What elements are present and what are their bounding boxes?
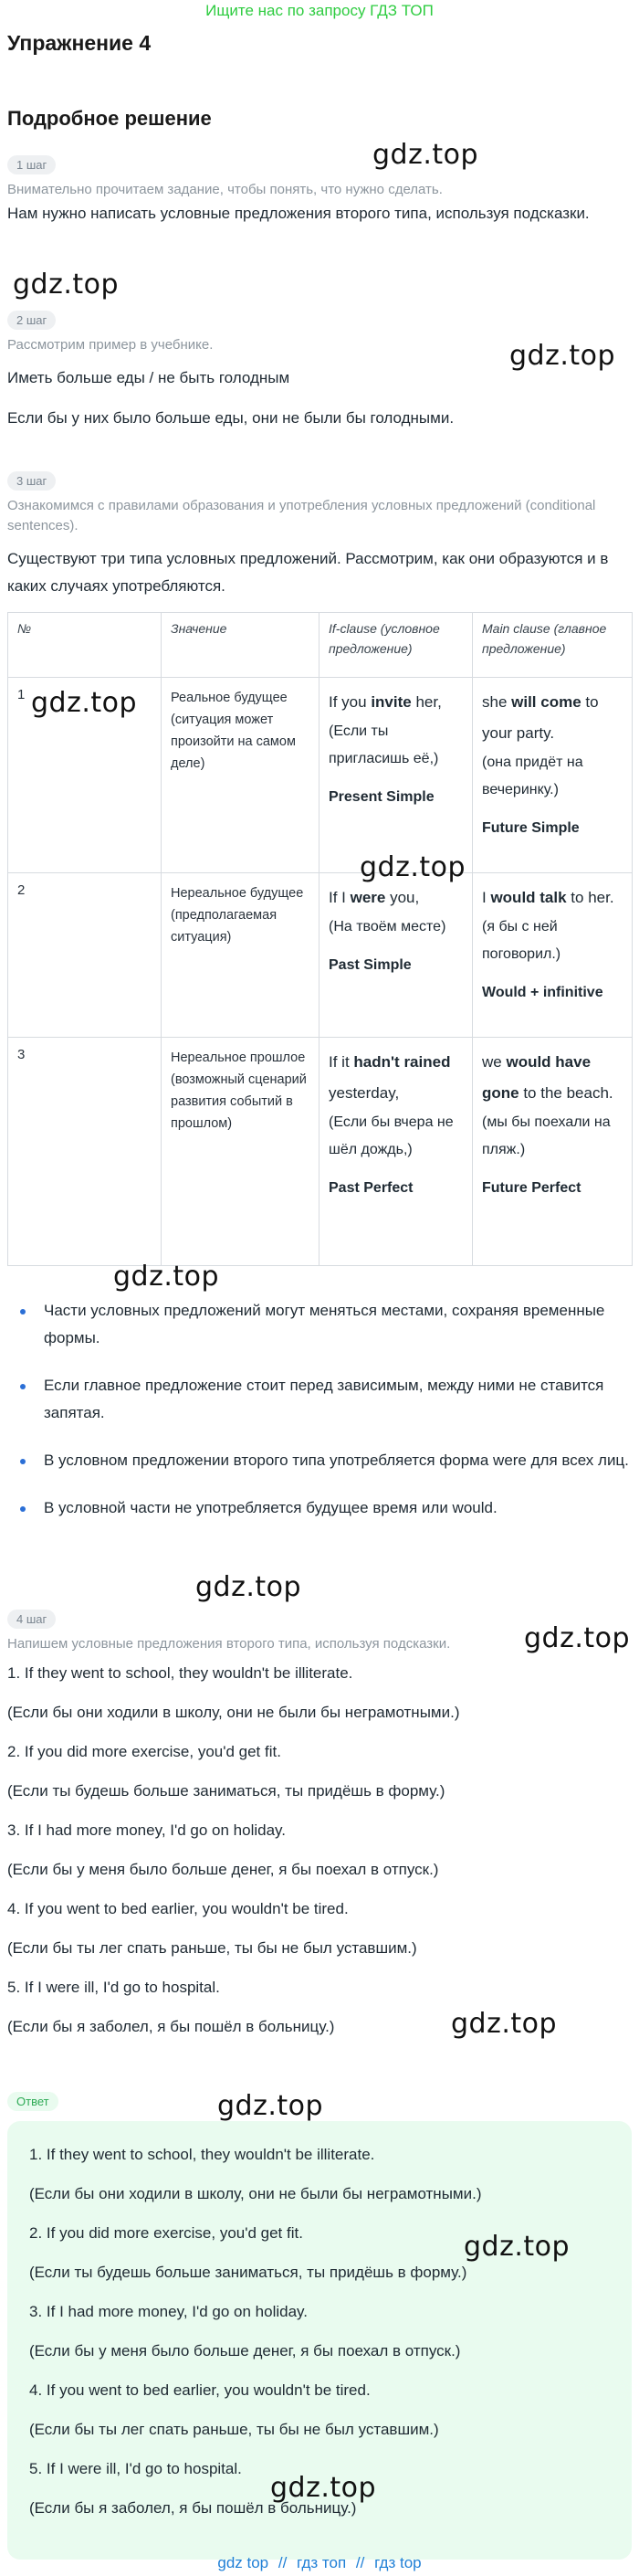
if-clause-cell: If I were you, (На твоём месте) Past Simple [320, 873, 473, 1038]
step-text: Существуют три типа условных предложений. Рассмотрим, как они образуются и в каких случаях употребляются. [7, 550, 609, 595]
watermark: gdz.top [509, 340, 616, 372]
step-badge: 3 шаг [7, 471, 56, 491]
answer-line: (Если ты будешь больше заниматься, ты придёшь в форму.) [29, 2264, 467, 2281]
step-text: Нам нужно написать условные предложения второго типа, используя подсказки. [7, 205, 590, 222]
list-item: Если главное предложение стоит перед зависимым, между ними не ставится запятая. [7, 1372, 632, 1427]
row-number: 1 [8, 678, 162, 873]
rules-notes-list [7, 1297, 632, 1542]
tense-form: Would + infinitive [482, 985, 603, 1000]
solution-line: 2. If you did more exercise, you'd get fit. [7, 1743, 281, 1760]
answer-line: 2. If you did more exercise, you'd get fit. [29, 2224, 303, 2242]
watermark: gdz.top [195, 1571, 302, 1603]
step-badge: 2 шаг [7, 311, 56, 330]
solution-line: (Если бы я заболел, я бы пошёл в больницу.) [7, 2018, 335, 2035]
watermark: gdz.top [464, 2231, 571, 2263]
table-header-row [8, 613, 633, 678]
footer-link[interactable]: гдз топ [297, 2554, 347, 2571]
step-4 [7, 1610, 632, 2053]
table-header: Значение [162, 613, 320, 678]
solution-line: (Если бы у меня было больше денег, я бы поехал в отпуск.) [7, 1861, 439, 1878]
watermark: gdz.top [270, 2472, 377, 2504]
answer-badge: Ответ [7, 2092, 58, 2111]
watermark: gdz.top [524, 1622, 631, 1654]
footer-separator: // [355, 2554, 365, 2571]
tense-form: Future Simple [482, 820, 580, 836]
translation: (она придёт на вечеринку.) [482, 755, 583, 797]
answer-line: 1. If they went to school, they wouldn't be illiterate. [29, 2146, 375, 2163]
solution-line: (Если ты будешь больше заниматься, ты придёшь в форму.) [7, 1782, 445, 1800]
watermark: gdz.top [113, 1261, 220, 1293]
solution-line: 1. If they went to school, they wouldn't be illiterate. [7, 1664, 353, 1682]
table-row [8, 873, 633, 1038]
footer-links [0, 2554, 639, 2572]
answer-line: (Если бы я заболел, я бы пошёл в больницу.) [29, 2499, 357, 2517]
solution-line: (Если бы они ходили в школу, они не были бы неграмотными.) [7, 1704, 460, 1721]
step-description: Рассмотрим пример в учебнике. [7, 337, 214, 353]
step-description: Напишем условные предложения второго типа, используя подсказки. [7, 1636, 451, 1652]
solution-line: (Если бы ты лег спать раньше, ты бы не был уставшим.) [7, 1939, 417, 1957]
main-clause-cell: I would talk to her. (я бы с ней поговорил.) Would + infinitive [473, 873, 633, 1038]
example-sentence: Если бы у них было больше еды, они не были бы голодными. [7, 409, 455, 427]
answer-line: 5. If I were ill, I'd go to hospital. [29, 2460, 242, 2477]
translation: (Если ты пригласишь её,) [329, 723, 439, 766]
step-description: Внимательно прочитаем задание, чтобы понять, что нужно сделать. [7, 182, 443, 197]
watermark: gdz.top [31, 687, 138, 719]
if-clause-cell: If it hadn't rained yesterday, (Если бы вчера не шёл дождь,) Past Perfect [320, 1038, 473, 1266]
tense-form: Future Perfect [482, 1180, 581, 1196]
list-item: В условном предложении второго типа употребляется форма were для всех лиц. [7, 1447, 632, 1474]
step-1 [7, 155, 632, 227]
row-meaning: Нереальное будущее (предполагаемая ситуация) [162, 873, 320, 1038]
row-number: 3 [8, 1038, 162, 1266]
solution-line: 4. If you went to bed earlier, you wouldn't be tired. [7, 1900, 349, 1917]
solution-line: 3. If I had more money, I'd go on holiday. [7, 1821, 287, 1839]
watermark: gdz.top [451, 2008, 558, 2040]
watermark: gdz.top [360, 851, 466, 883]
footer-link[interactable]: gdz top [217, 2554, 269, 2571]
answer-line: 4. If you went to bed earlier, you wouldn't be tired. [29, 2381, 371, 2399]
footer-separator: // [278, 2554, 288, 2571]
exercise-title: Упражнение 4 [7, 31, 152, 55]
table-header: Main clause (главное предложение) [473, 613, 633, 678]
list-item: В условной части не употребляется будущее время или would. [7, 1494, 632, 1522]
translation: (мы бы поехали на пляж.) [482, 1114, 611, 1157]
answer-line: 3. If I had more money, I'd go on holiday. [29, 2303, 309, 2320]
if-clause-cell: If you invite her, (Если ты пригласишь её,) Present Simple [320, 678, 473, 873]
step-badge: 4 шаг [7, 1610, 56, 1629]
step-badge: 1 шаг [7, 155, 56, 174]
tense-form: Past Simple [329, 957, 412, 973]
footer-link[interactable]: гдз top [374, 2554, 422, 2571]
answer-line: (Если бы они ходили в школу, они не были бы неграмотными.) [29, 2185, 482, 2202]
search-banner: Ищите нас по запросу ГДЗ ТОП [205, 2, 434, 19]
table-header: № [8, 613, 162, 678]
list-item: Части условных предложений могут меняться местами, сохраняя временные формы. [7, 1297, 632, 1352]
watermark: gdz.top [372, 139, 479, 171]
answer-line: (Если бы у меня было больше денег, я бы поехал в отпуск.) [29, 2342, 461, 2360]
main-clause-cell: she will come to your party. (она придёт на вечеринку.) Future Simple [473, 678, 633, 873]
solution-title: Подробное решение [7, 107, 212, 130]
watermark: gdz.top [217, 2090, 324, 2122]
translation: (я бы с ней поговорил.) [482, 919, 561, 962]
translation: (Если бы вчера не шёл дождь,) [329, 1114, 454, 1157]
solution-line: 5. If I were ill, I'd go to hospital. [7, 1979, 220, 1996]
tense-form: Past Perfect [329, 1180, 414, 1196]
table-header: If-clause (условное предложение) [320, 613, 473, 678]
example-prompt: Иметь больше еды / не быть голодным [7, 369, 290, 386]
translation: (На твоём месте) [329, 919, 446, 934]
step-3 [7, 471, 632, 600]
row-meaning: Реальное будущее (ситуация может произойти на самом деле) [162, 678, 320, 873]
row-meaning: Нереальное прошлое (возможный сценарий развития событий в прошлом) [162, 1038, 320, 1266]
tense-form: Present Simple [329, 789, 435, 805]
answer-label-wrap [7, 2092, 58, 2111]
table-row [8, 1038, 633, 1266]
row-number: 2 [8, 873, 162, 1038]
watermark: gdz.top [13, 269, 120, 301]
answer-line: (Если бы ты лег спать раньше, ты бы не был уставшим.) [29, 2421, 439, 2438]
step-description: Ознакомимся с правилами образования и употребления условных предложений (conditional sentences). [7, 498, 596, 533]
main-clause-cell: we would have gone to the beach. (мы бы поехали на пляж.) Future Perfect [473, 1038, 633, 1266]
